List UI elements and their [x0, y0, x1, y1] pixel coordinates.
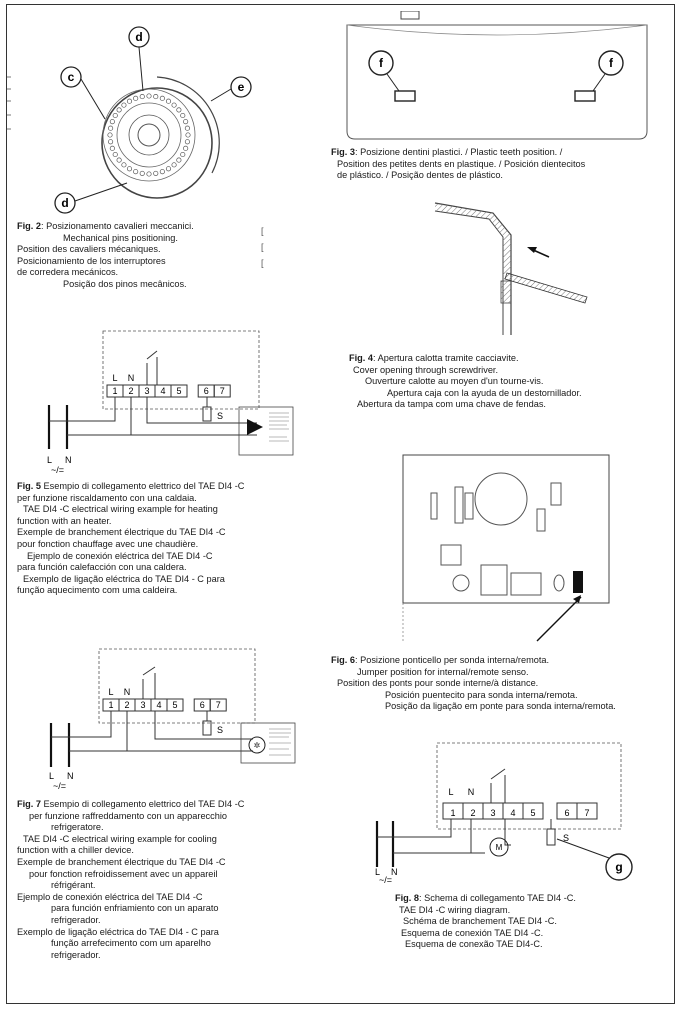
dial-pin	[117, 108, 121, 112]
dial-pin	[181, 113, 185, 117]
fig7-supply-ac: ~/=	[53, 781, 67, 789]
fig4-screwdriver-drawing	[431, 199, 591, 339]
fig7-label-N: N	[123, 687, 131, 697]
dial-pin	[133, 96, 137, 100]
dial-pin	[127, 167, 131, 171]
fig8-label-g: g	[615, 860, 623, 874]
fig8-motor-label: M	[495, 843, 503, 852]
fig2-dial-drawing	[7, 15, 341, 215]
fig7-sensor-label: S	[217, 725, 224, 735]
fig8-terminal-6: 6	[564, 808, 570, 818]
dial-pin	[166, 167, 170, 171]
dial-pin	[133, 169, 137, 173]
left-column	[7, 5, 341, 1003]
dial-pin	[113, 152, 117, 156]
right-column	[331, 5, 675, 1003]
fig8-supply-N: N	[391, 867, 398, 877]
fig5-label-L: L	[112, 373, 118, 383]
dial-pin	[160, 96, 164, 100]
fig7-caption: Fig. 7 Esempio di collegamento elettrico del TAE DI4 -C per funzione raffreddamento con un apparecchio refrigeratore. TAE DI4 -C electrical wiring example for cooling function with a chiller device. Exemple de branchement électrique du TAE DI4 -C pour fonction refroidissement avec un appareil réfrigérant. Ejemplo de conexión eléctrica del TAE DI4 -C para función enfriamiento con un aparato refrigerador. Exemplo de ligação eléctrica do TAE DI4 - C para função arrefecimento com um aparelho refrigerador.	[17, 799, 245, 960]
dial-pin	[181, 152, 185, 156]
fig5-terminal-7: 7	[219, 386, 225, 396]
dial-pin	[110, 119, 114, 123]
fig2-label-d-bottom: d	[61, 196, 69, 210]
fig3-caption: Fig. 3: Posizione dentini plastici. / Plastic teeth position. / Position des petites dents en plastique. / Posición dientecitos de plástico. / Posição dentes de plástico.	[331, 147, 586, 181]
dial-pin	[166, 99, 170, 103]
dial-pin	[185, 140, 189, 144]
fig3-label-f-left: f	[379, 56, 383, 70]
dial-pin	[110, 146, 114, 150]
fig5-terminal-1: 1	[112, 386, 118, 396]
fig8-label-N: N	[467, 787, 475, 797]
fig7-terminal-3: 3	[140, 700, 146, 710]
fig5-label-N: N	[127, 373, 135, 383]
fig7-terminal-7: 7	[215, 700, 221, 710]
dial-pin	[177, 158, 181, 162]
fig5-terminal-3: 3	[144, 386, 150, 396]
fig6-caption: Fig. 6: Posizione ponticello per sonda interna/remota. Jumper position for internal/remote senso. Position des ponts pour sonde interne/à distance. Posición puentecito para sonda interna/remota. Posição da ligação em ponte para sonda interna/remota.	[331, 655, 616, 712]
fig7-terminal-2: 2	[124, 700, 130, 710]
fig7-wiring-diagram	[7, 643, 341, 789]
fig5-wiring-diagram	[7, 323, 341, 473]
dial-pin	[122, 163, 126, 167]
fig3-housing-drawing	[341, 11, 675, 141]
fig7-terminal-6: 6	[199, 700, 205, 710]
fig8-sensor-label: S	[563, 833, 570, 843]
fig8-supply-L: L	[375, 867, 381, 877]
fig3-label-f-right: f	[609, 56, 613, 70]
dial-pin	[117, 158, 121, 162]
fig8-terminal-7: 7	[584, 808, 590, 818]
dial-pin	[172, 163, 176, 167]
dial-pin	[183, 146, 187, 150]
fig8-wiring-diagram	[351, 741, 651, 883]
fig7-terminal-1: 1	[108, 700, 114, 710]
fig7-terminal-5: 5	[172, 700, 178, 710]
dial-pin	[127, 99, 131, 103]
fig8-terminal-4: 4	[510, 808, 516, 818]
dial-pin	[185, 126, 189, 130]
fig7-supply-N: N	[67, 771, 74, 781]
fig8-label-L: L	[448, 787, 454, 797]
dial-pin	[147, 172, 151, 176]
svg-text:✲: ✲	[253, 741, 261, 750]
dial-pin	[177, 108, 181, 112]
dial-pin	[108, 140, 112, 144]
fig6-board-drawing	[401, 453, 615, 647]
fig5-terminal-6: 6	[203, 386, 209, 396]
fig5-caption: Fig. 5 Esempio di collegamento elettrico del TAE DI4 -C per funzione riscaldamento con una caldaia. TAE DI4 -C electrical wiring example for heating function with an heater. Exemple de branchement électrique du TAE DI4 -C pour fonction chauffage avec une chaudière. Ejemplo de conexión eléctrica del TAE DI4 -C para función calefacción con una caldera. Exemplo de ligação eléctrica do TAE DI4 - C para função aquecimento com uma caldeira.	[17, 481, 245, 596]
fig8-supply-ac: ~/=	[379, 875, 393, 883]
fig2-label-c: c	[67, 70, 75, 84]
dial-pin	[154, 94, 158, 98]
fig5-supply-N: N	[65, 455, 72, 465]
dial-pin	[154, 171, 158, 175]
dial-pin	[140, 171, 144, 175]
checkbox-marks: [ [ [	[261, 226, 264, 268]
fig5-supply-ac: ~/=	[51, 465, 65, 473]
dial-pin	[108, 126, 112, 130]
fig7-terminal-4: 4	[156, 700, 162, 710]
dial-pin	[160, 169, 164, 173]
fig4-caption: Fig. 4: Apertura calotta tramite cacciavite. Cover opening through screwdriver. Ouverture calotte au moyen d'un tourne-vis. Apertura caja con la ayuda de un destornillador. Abertura da tampa com uma chave de fendas.	[349, 353, 582, 410]
fig2-label-d-top: d	[135, 30, 143, 44]
fig5-supply-L: L	[47, 455, 53, 465]
fig2-caption: Fig. 2: Posizionamento cavalieri meccanici. Mechanical pins positioning. Position des cavaliers mécaniques. Posicionamiento de los interruptores de corredera mecánicos. Posição dos pinos mecânicos.	[17, 221, 194, 289]
dial-pin	[122, 103, 126, 107]
dial-pin	[172, 103, 176, 107]
dial-pin	[108, 133, 112, 137]
dial-pin	[113, 113, 117, 117]
dial-pin	[147, 94, 151, 98]
fig8-terminal-1: 1	[450, 808, 456, 818]
dial-pin	[186, 133, 190, 137]
fig5-terminal-2: 2	[128, 386, 134, 396]
manual-page	[6, 4, 675, 1004]
fig8-caption: Fig. 8: Schema di collegamento TAE DI4 -C. TAE DI4 -C wiring diagram. Schéma de branchement TAE DI4 -C. Esquema de conexión TAE DI4 -C. Esquema de conexão TAE DI4-C.	[395, 893, 576, 950]
fig8-terminal-3: 3	[490, 808, 496, 818]
fig2-label-e: e	[237, 80, 245, 94]
fig5-sensor-label: S	[217, 411, 224, 421]
fig7-label-L: L	[108, 687, 114, 697]
fig8-terminal-2: 2	[470, 808, 476, 818]
dial-pin	[140, 94, 144, 98]
fig5-terminal-4: 4	[160, 386, 166, 396]
fig5-terminal-5: 5	[176, 386, 182, 396]
dial-pin	[183, 119, 187, 123]
fig8-terminal-5: 5	[530, 808, 536, 818]
fig7-supply-L: L	[49, 771, 55, 781]
